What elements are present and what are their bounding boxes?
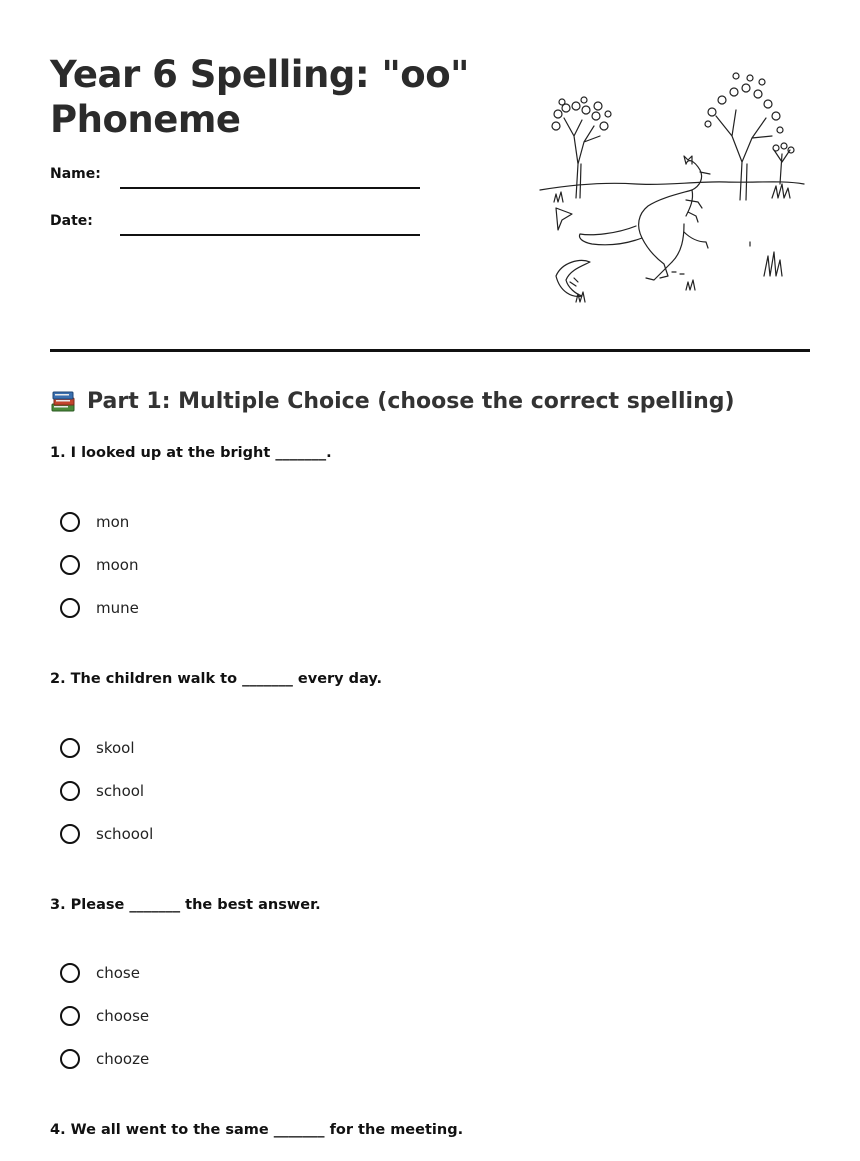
question-3: 3. Please _______ the best answer.	[50, 897, 321, 913]
option-q1-b[interactable]	[60, 553, 138, 577]
option-label: moon	[96, 556, 139, 574]
section-divider	[50, 349, 810, 352]
option-q3-b[interactable]	[60, 1004, 149, 1028]
question-1: 1. I looked up at the bright _______.	[50, 445, 332, 461]
radio-button[interactable]	[60, 781, 80, 801]
radio-button[interactable]	[60, 824, 80, 844]
radio-button[interactable]	[60, 738, 80, 758]
option-label: chose	[96, 964, 140, 982]
books-icon	[50, 388, 76, 414]
option-label: chooze	[96, 1050, 150, 1068]
option-label: mune	[96, 599, 139, 617]
radio-button[interactable]	[60, 963, 80, 983]
section-heading	[50, 388, 735, 414]
section-title: Part 1: Multiple Choice (choose the correct spelling)	[87, 388, 735, 414]
option-label: choose	[96, 1007, 150, 1025]
radio-button[interactable]	[60, 555, 80, 575]
radio-button[interactable]	[60, 1006, 80, 1026]
option-label: schoool	[96, 825, 154, 843]
option-q2-c[interactable]	[60, 822, 153, 846]
name-label: Name:	[50, 166, 101, 182]
option-label: skool	[96, 739, 135, 757]
name-line[interactable]	[120, 187, 420, 189]
worksheet-title: Year 6 Spelling: "oo" Phoneme	[50, 53, 469, 141]
option-q1-a[interactable]	[60, 510, 129, 534]
question-4: 4. We all went to the same _______ for the meeting.	[50, 1122, 464, 1138]
option-q2-b[interactable]	[60, 779, 144, 803]
date-label: Date:	[50, 213, 93, 229]
date-line[interactable]	[120, 234, 420, 236]
option-q1-c[interactable]	[60, 596, 139, 620]
option-label: school	[96, 782, 145, 800]
option-q2-a[interactable]	[60, 736, 135, 760]
kangaroo-illustration	[536, 66, 808, 310]
radio-button[interactable]	[60, 598, 80, 618]
radio-button[interactable]	[60, 512, 80, 532]
question-2: 2. The children walk to _______ every day.	[50, 671, 383, 687]
option-label: mon	[96, 513, 130, 531]
option-q3-a[interactable]	[60, 961, 140, 985]
option-q3-c[interactable]	[60, 1047, 149, 1071]
radio-button[interactable]	[60, 1049, 80, 1069]
